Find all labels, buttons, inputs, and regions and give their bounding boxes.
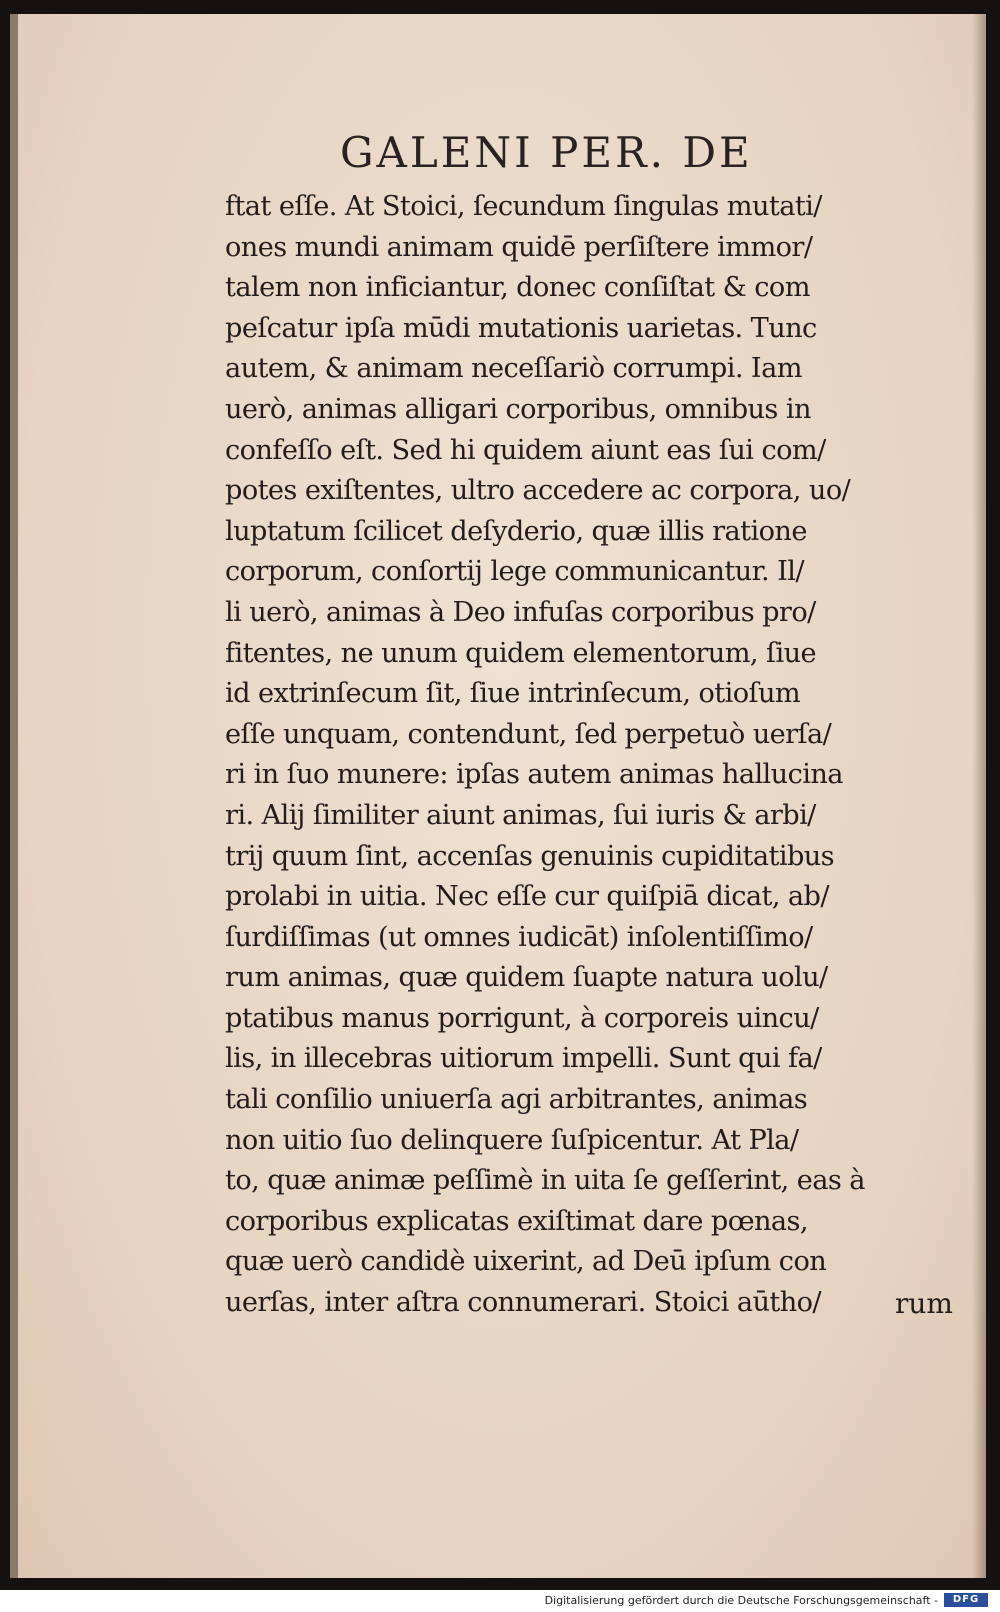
text-line: prolabi in uitia. Nec eſſe cur quiſpiā dicat, ab/ <box>225 880 829 913</box>
text-line: fitentes, ne unum quidem elementorum, ſiue <box>225 636 817 669</box>
text-line: ſurdiſſimas (ut omnes iudicāt) inſolentiſſimo/ <box>225 920 813 953</box>
text-line: li uerò, animas à Deo infuſas corporibus pro/ <box>225 595 816 628</box>
text-line: ptatibus manus porrigunt, à corporeis uincu/ <box>225 1001 819 1034</box>
text-line: tali conſilio uniuerſa agi arbitrantes, animas <box>225 1083 808 1116</box>
text-line: corporum, conſortij lege communicantur. Il/ <box>225 555 804 588</box>
text-line: ri. Alij ſimiliter aiunt animas, ſui iuris & arbi/ <box>225 798 816 831</box>
text-line: autem, & animam neceſſariò corrumpi. Iam <box>225 352 802 385</box>
text-line: to, quæ animæ peſſimè in uita ſe geſſerint, eas à <box>225 1164 865 1197</box>
text-line: ftat eſſe. At Stoici, ſecundum ſingulas mutati/ <box>225 190 822 222</box>
text-line: confeſſo eſt. Sed hi quidem aiunt eas ſui com/ <box>225 433 826 466</box>
text-line: lis, in illecebras uitiorum impelli. Sunt qui fa/ <box>225 1042 822 1075</box>
text-line: talem non inficiantur, donec conſiſtat & com <box>225 271 810 304</box>
dfg-logo: DFG <box>944 1593 988 1607</box>
catchword: rum <box>895 1287 953 1320</box>
text-line: rum animas, quæ quidem ſuapte natura uolu/ <box>225 961 828 994</box>
text-line: peſcatur ipſa mūdi mutationis uarietas. Tunc <box>225 311 817 344</box>
gutter-shadow <box>972 14 986 1578</box>
text-line: eſſe unquam, contendunt, ſed perpetuò uerſa/ <box>225 717 832 750</box>
text-line: trij quum ſint, accenſas genuinis cupiditatibus <box>225 839 835 872</box>
text-line: ones mundi animam quidē perſiſtere immor/ <box>225 230 813 263</box>
footer-bar <box>0 1590 1000 1612</box>
text-line: corporibus explicatas exiſtimat dare pœnas, <box>225 1204 808 1237</box>
text-line: luptatum ſcilicet deſyderio, quæ illis ratione <box>225 514 807 547</box>
text-line: ri in ſuo munere: ipſas autem animas hallucina <box>225 758 843 791</box>
running-head: GALENI PER. DE <box>340 128 753 177</box>
body-text <box>225 186 945 1323</box>
text-line: uerò, animas alligari corporibus, omnibus in <box>225 392 811 425</box>
text-line: uerſas, inter aſtra connumerari. Stoici aūtho/ <box>225 1286 821 1319</box>
text-line: potes exiſtentes, ultro accedere ac corpora, uo/ <box>225 474 851 507</box>
text-line: id extrinſecum ſit, ſiue intrinſecum, otioſum <box>225 677 801 710</box>
footer-credit: Digitalisierung gefördert durch die Deutsche Forschungsgemeinschaft - <box>544 1594 938 1607</box>
text-line: non uitio ſuo delinquere ſuſpicentur. At Pla/ <box>225 1123 799 1156</box>
text-line: quæ uerò candidè uixerint, ad Deū ipſum con <box>225 1245 827 1278</box>
